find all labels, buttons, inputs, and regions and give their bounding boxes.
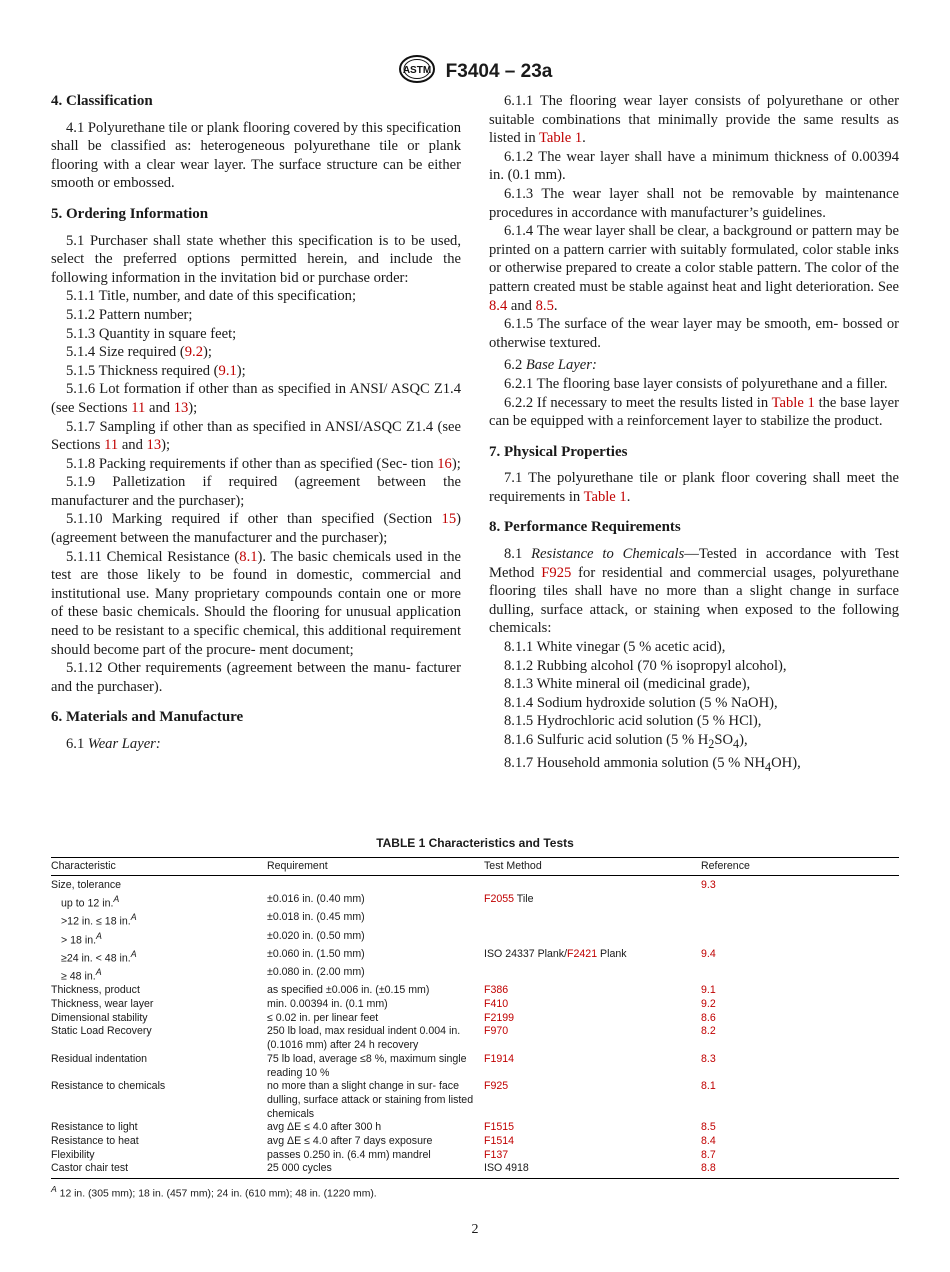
cell-reference (701, 1162, 899, 1178)
cell-reference (701, 1053, 899, 1080)
cell-characteristic: Resistance to heat (51, 1135, 139, 1148)
cell-requirement: ±0.060 in. (1.50 mm) (267, 947, 365, 960)
test-method-link[interactable]: F2055 (484, 893, 515, 906)
para-5-1-4: 5.1.4 Size required (9.2); (66, 344, 212, 361)
reference-link[interactable]: 8.4 (701, 1135, 716, 1148)
table-row (51, 1162, 899, 1178)
para-6-1-3: 6.1.3 The wear layer shall not be removable by maintenance procedures in accordance with manufacturer’s guidelines. (489, 185, 899, 221)
ref-link[interactable]: Table 1 (771, 394, 815, 411)
test-method-link[interactable]: F1515 (484, 1121, 515, 1134)
cell-reference (701, 1149, 899, 1163)
cell-reference (701, 893, 899, 911)
cell-requirement: 250 lb load, max residual indent 0.004 in. (0.1016 mm) after 24 h recovery (267, 1025, 461, 1052)
cell-test-method (484, 876, 701, 893)
page-header (0, 54, 950, 89)
para-7-1: 7.1 The polyurethane tile or plank floor covering shall meet the requirements in Table 1. (489, 470, 899, 505)
para-5-1-3: 5.1.3 Quantity in square feet; (66, 325, 237, 342)
table-row (51, 911, 899, 929)
table-footnote: $^A$ 12 in. (305 mm); 18 in. (457 mm); 24 in. (610 mm); 48 in. (1220 mm). (51, 1184, 377, 1200)
cell-requirement: ±0.020 in. (0.50 mm) (267, 929, 365, 942)
cell-test-method (484, 984, 701, 998)
para-6-1-1: 6.1.1 The flooring wear layer consists of polyurethane or other suitable combinations that minimally provide the same results as listed in Table 1. (489, 93, 899, 147)
para-5-1-9: 5.1.9 Palletization if required (agreement between the manufacturer and the purchaser); (51, 474, 461, 509)
cell-characteristic: Static Load Recovery (51, 1025, 152, 1038)
reference-link[interactable]: 8.2 (701, 1025, 716, 1038)
ref-link[interactable]: F925 (541, 564, 572, 581)
section-4-heading: 4. Classification (51, 93, 153, 109)
para-8-1-4: 8.1.4 Sodium hydroxide solution (5 % NaOH), (504, 694, 778, 711)
ref-link[interactable]: 15 (441, 511, 457, 528)
cell-test-method (484, 1121, 701, 1135)
ref-link[interactable]: 11 (131, 399, 146, 416)
reference-link[interactable]: 9.3 (701, 879, 716, 892)
cell-test-method: F2055 Tile (484, 893, 534, 906)
para-4-1: 4.1 Polyurethane tile or plank flooring covered by this specification shall be classified as: heterogeneous polyurethane tile or plank flooring with a clear wear layer. The surface structure can be either smooth or embossed. (51, 119, 461, 192)
reference-link[interactable]: 9.1 (701, 984, 716, 997)
cell-reference (701, 1135, 899, 1149)
cell-test-method (484, 930, 701, 948)
cell-test-method (484, 1149, 701, 1163)
section-8-heading: 8. Performance Requirements (489, 519, 681, 536)
section-7-heading: 7. Physical Properties (489, 443, 628, 460)
table-row (51, 998, 899, 1012)
reference-link[interactable]: 9.2 (701, 997, 716, 1010)
cell-characteristic: Thickness, product (51, 984, 140, 997)
cell-characteristic: Resistance to light (51, 1121, 138, 1134)
cell-requirement: min. 0.00394 in. (0.1 mm) (267, 997, 388, 1010)
cell-reference (701, 1080, 899, 1121)
reference-link[interactable]: 8.8 (701, 1162, 716, 1175)
table-row (51, 876, 899, 893)
left-column (51, 92, 461, 754)
cell-reference (701, 948, 899, 966)
para-6-2: 6.2 Base Layer: (504, 357, 597, 374)
para-8-1-2: 8.1.2 Rubbing alcohol (70 % isopropyl alcohol), (504, 657, 787, 674)
test-method-link[interactable]: F410 (484, 997, 509, 1010)
ref-link[interactable]: 8.5 (535, 297, 554, 314)
test-method-link[interactable]: F386 (484, 984, 509, 997)
reference-link[interactable]: 8.3 (701, 1052, 716, 1065)
para-8-1-1: 8.1.1 White vinegar (5 % acetic acid), (504, 639, 726, 656)
table-row (51, 1135, 899, 1149)
ref-link[interactable]: Table 1 (583, 488, 627, 505)
ref-link[interactable]: Table 1 (539, 130, 583, 147)
table-row (51, 1025, 899, 1052)
cell-test-method (484, 1053, 701, 1080)
cell-reference (701, 1121, 899, 1135)
table-row (51, 1121, 899, 1135)
cell-reference (701, 876, 899, 893)
cell-requirement: passes 0.250 in. (6.4 mm) mandrel (267, 1148, 431, 1161)
cell-requirement: ±0.080 in. (2.00 mm) (267, 966, 365, 979)
para-8-1: 8.1 Resistance to Chemicals—Tested in accordance with Test Method F925 for residential and commercial usages, polyurethane flooring tiles shall have no more than a slight change in surface dulling, surface attack, or staining when exposed to the following chemicals: (489, 546, 900, 637)
characteristics-table (51, 857, 899, 1179)
para-6-1-5: 6.1.5 The surface of the wear layer may be smooth, em- bossed or otherwise textured. (489, 316, 899, 351)
para-6-1-2: 6.1.2 The wear layer shall have a minimum thickness of 0.00394 in. (0.1 mm). (489, 148, 899, 184)
cell-requirement: as specified ±0.006 in. (±0.15 mm) (267, 984, 430, 997)
para-6-1-4: 6.1.4 The wear layer shall be clear, a background or pattern may be printed on a pattern carrier with suitably formulated, color stable inks or otherwise prepared to create a color stable pattern. The color of the pattern created must be stable against heat and light deterioration. See 8.4 and 8.5. (489, 223, 899, 314)
ref-link[interactable]: 16 (437, 455, 452, 472)
cell-characteristic: ≥ 48 in.$^A$ (61, 967, 102, 983)
reference-link[interactable]: 8.5 (701, 1121, 716, 1134)
cell-characteristic: Size, tolerance (51, 879, 122, 892)
table-row (51, 930, 899, 948)
table-row (51, 1053, 899, 1080)
ref-link[interactable]: 9.2 (184, 344, 203, 361)
cell-test-method: ISO 24337 Plank/F2421 Plank (484, 947, 627, 960)
column-header: Requirement (267, 857, 484, 876)
para-8-1-5: 8.1.5 Hydrochloric acid solution (5 % HCl), (504, 713, 762, 730)
svg-text:ASTM: ASTM (402, 65, 431, 76)
table-row (51, 1080, 899, 1121)
ref-link[interactable]: 8.1 (239, 548, 258, 565)
cell-reference (701, 930, 899, 948)
cell-test-method (484, 966, 701, 984)
column-header: Test Method (484, 857, 701, 876)
table-1 (51, 837, 899, 1201)
cell-reference (701, 998, 899, 1012)
table-row (51, 1012, 899, 1026)
para-5-1-6: 5.1.6 Lot formation if other than as specified in ANSI/ ASQC Z1.4 (see Sections 11 and 13); (51, 381, 461, 416)
test-method-link[interactable]: F2421 (567, 947, 598, 960)
test-method-link[interactable]: F1514 (484, 1135, 515, 1148)
cell-test-method (484, 998, 701, 1012)
cell-requirement: ≤ 0.02 in. per linear feet (267, 1011, 379, 1024)
cell-requirement: 25 000 cycles (267, 1162, 484, 1178)
astm-logo-icon (398, 54, 436, 89)
test-method-link[interactable]: F1914 (484, 1052, 515, 1065)
cell-characteristic: ≥24 in. < 48 in.$^A$ (61, 948, 137, 965)
column-header: Characteristic (51, 857, 267, 876)
reference-link[interactable]: 8.7 (701, 1148, 716, 1161)
cell-characteristic: up to 12 in.$^A$ (61, 894, 120, 910)
cell-test-method (484, 1135, 701, 1149)
section-6-heading: 6. Materials and Manufacture (51, 709, 244, 726)
cell-requirement: ±0.016 in. (0.40 mm) (267, 893, 365, 906)
cell-test-method (484, 911, 701, 929)
ref-link[interactable]: 9.1 (218, 362, 237, 379)
table-title: TABLE 1 Characteristics and Tests (376, 836, 574, 850)
section-5-heading: 5. Ordering Information (51, 205, 209, 222)
para-5-1-10: 5.1.10 Marking required if other than specified (Section 15) (agreement between the manufacturer and the purchaser); (51, 511, 461, 547)
table-row (51, 1149, 899, 1163)
para-5-1-5: 5.1.5 Thickness required (9.1); (66, 362, 246, 379)
para-6-2-2: 6.2.2 If necessary to meet the results listed in Table 1 the base layer can be equipped with a reinforcement layer to stabilize the product. (489, 394, 899, 430)
para-8-1-7: 8.1.7 Household ammonia solution (5 % $NH_4OH$), (504, 754, 801, 774)
ref-link[interactable]: 13 (146, 437, 162, 454)
cell-reference (701, 984, 899, 998)
cell-characteristic: Residual indentation (51, 1052, 148, 1065)
cell-characteristic: Castor chair test (51, 1162, 267, 1178)
column-header: Reference (701, 857, 899, 876)
cell-requirement (267, 876, 484, 893)
table-row (51, 984, 899, 998)
page-number: 2 (471, 1222, 479, 1237)
cell-requirement: avg ΔE ≤ 4.0 after 300 h (267, 1121, 382, 1134)
table-row (51, 966, 899, 984)
right-column (489, 92, 899, 776)
cell-test-method (484, 1012, 701, 1026)
reference-link[interactable]: 8.6 (701, 1011, 716, 1024)
cell-requirement: ±0.018 in. (0.45 mm) (267, 911, 365, 924)
cell-characteristic: Flexibility (51, 1148, 95, 1161)
cell-characteristic: Dimensional stability (51, 1011, 148, 1024)
cell-characteristic: Thickness, wear layer (51, 997, 154, 1010)
cell-requirement: avg ΔE ≤ 4.0 after 7 days exposure (267, 1135, 433, 1148)
ref-link[interactable]: 8.4 (489, 297, 508, 314)
cell-test-method: ISO 4918 (484, 1162, 701, 1178)
table-header-row (51, 857, 899, 876)
para-5-1: 5.1 Purchaser shall state whether this specification is to be used, select the preferred options permitted herein, and include the following information in the invitation bid or purchase order: (51, 232, 461, 286)
cell-requirement: no more than a slight change in sur- face dulling, surface attack or staining from listed chemicals (267, 1080, 474, 1120)
para-8-1-6: 8.1.6 Sulfuric acid solution (5 % $H_2SO_4$), (504, 732, 748, 751)
test-method-link[interactable]: F2199 (484, 1011, 515, 1024)
para-5-1-2: 5.1.2 Pattern number; (66, 306, 193, 323)
reference-link[interactable]: 9.4 (701, 947, 716, 960)
test-method-link[interactable]: F137 (484, 1148, 509, 1161)
para-8-1-3: 8.1.3 White mineral oil (medicinal grade), (504, 676, 751, 693)
para-5-1-8: 5.1.8 Packing requirements if other than as specified (Sec- tion 16); (66, 455, 461, 472)
cell-characteristic: Resistance to chemicals (51, 1080, 166, 1093)
para-5-1-7: 5.1.7 Sampling if other than as specified in ANSI/ASQC Z1.4 (see Sections 11 and 13); (51, 418, 461, 454)
cell-reference (701, 911, 899, 929)
para-5-1-11: 5.1.11 Chemical Resistance (8.1). The basic chemicals used in the test are those likely to be found in domestic, commercial and institutional use. Many proprietary compounds contain one or more of these basic chemicals. Should the flooring for unusual application need to be resistant to a specific chemical, this additional requirement should become part of the procure- ment document; (51, 548, 461, 658)
cell-characteristic: > 18 in.$^A$ (61, 930, 102, 947)
cell-test-method (484, 1025, 701, 1052)
table-row (51, 893, 899, 911)
para-5-1-1: 5.1.1 Title, number, and date of this specification; (66, 288, 357, 305)
cell-reference (701, 1025, 899, 1052)
cell-characteristic: >12 in. ≤ 18 in.$^A$ (61, 912, 137, 928)
cell-test-method (484, 1080, 701, 1121)
reference-link[interactable]: 8.1 (701, 1080, 716, 1093)
test-method-link[interactable]: F970 (484, 1025, 509, 1038)
para-6-2-1: 6.2.1 The flooring base layer consists of polyurethane and a filler. (504, 375, 888, 392)
cell-requirement: 75 lb load, average ≤8 %, maximum single reading 10 % (267, 1052, 467, 1079)
ref-link[interactable]: 13 (173, 399, 189, 416)
test-method-link[interactable]: F925 (484, 1080, 509, 1093)
table-row (51, 948, 899, 966)
cell-reference (701, 966, 899, 984)
document-id: F3404 – 23a (445, 60, 553, 82)
para-6-1: 6.1 Wear Layer: (66, 736, 161, 752)
cell-reference (701, 1012, 899, 1026)
para-5-1-12: 5.1.12 Other requirements (agreement between the manu- facturer and the purchaser). (51, 660, 461, 695)
ref-link[interactable]: 11 (104, 437, 119, 454)
